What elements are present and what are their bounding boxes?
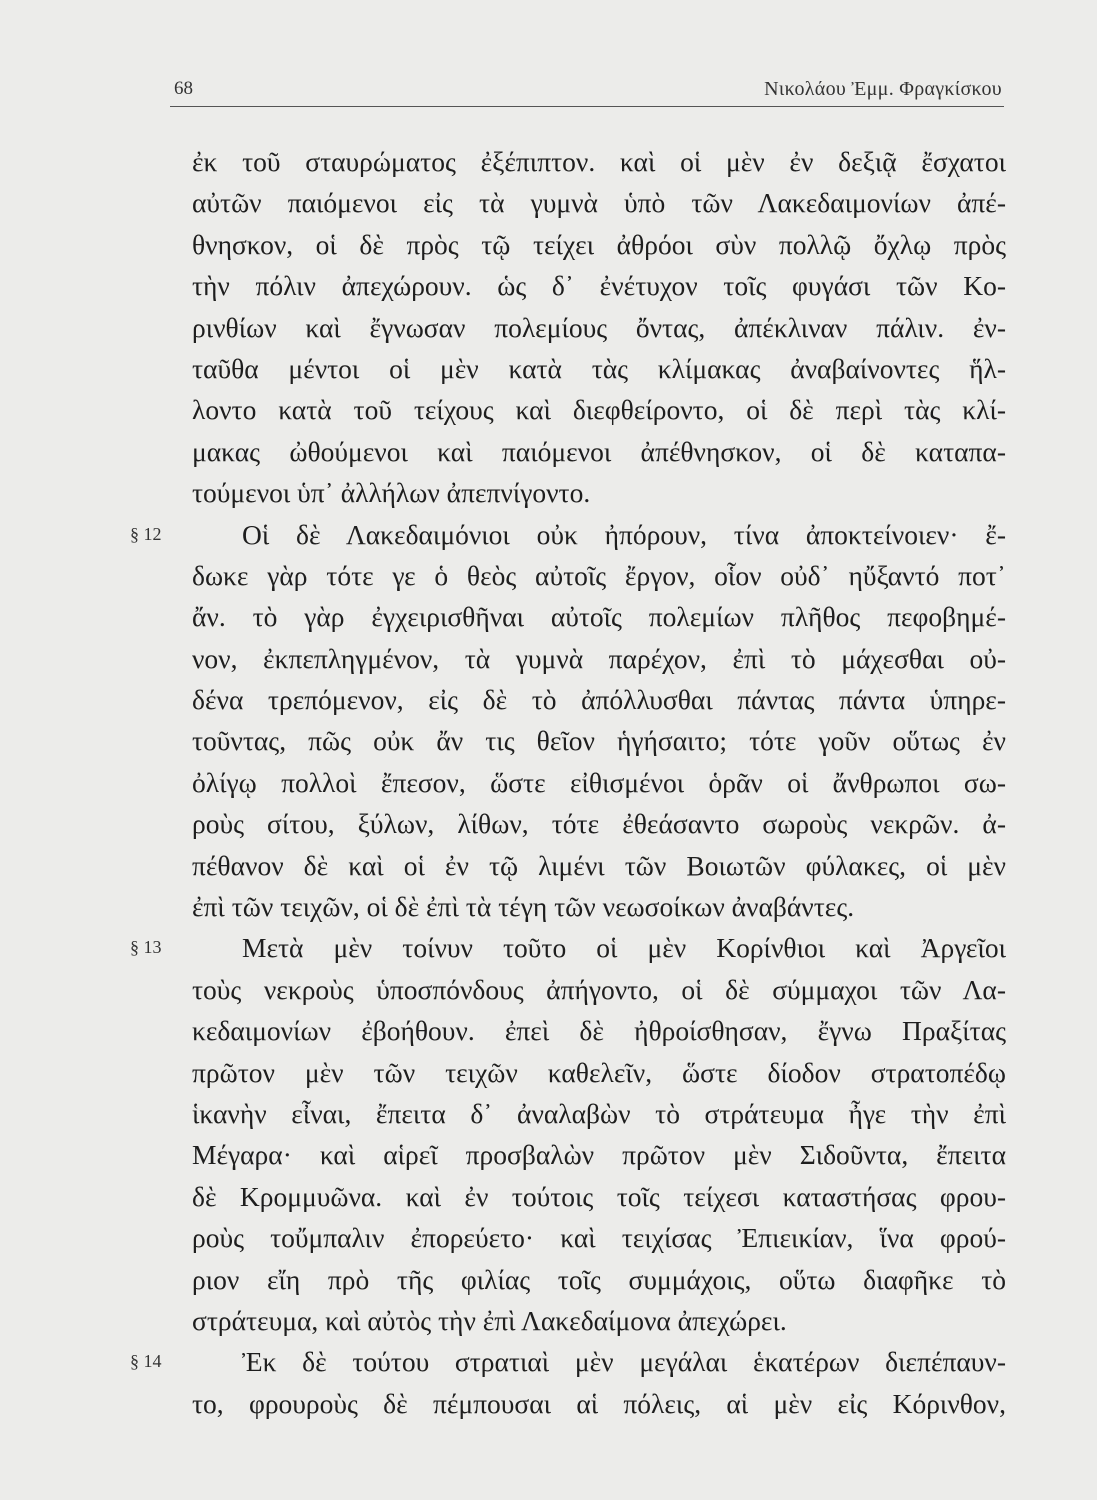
text-line: κεδαιμονίων ἐβοήθουν. ἐπεὶ δὲ ἠθροίσθησαν, ἔγνω Πραξίτας <box>192 1015 1006 1047</box>
page-header <box>170 70 1004 107</box>
page-number: 68 <box>174 78 193 99</box>
text-line: ροὺς τοὔμπαλιν ἐπορεύετο· καὶ τειχίσας Ἐπιεικίαν, ἵνα φρού- <box>192 1222 1006 1254</box>
paragraph <box>192 141 1006 514</box>
section-marker: § 12 <box>130 523 162 544</box>
text-line: ριον εἴη πρὸ τῆς φιλίας τοῖς συμμάχοις, οὕτω διαφῆκε τὸ <box>192 1263 1006 1295</box>
text-line: τούμενοι ὑπ᾽ ἀλλήλων ἀπεπνίγοντο. <box>192 477 591 509</box>
text-line: τοῦντας, πῶς οὐκ ἄν τις θεῖον ἡγήσαιτο; τότε γοῦν οὕτως ἐν <box>192 725 1006 757</box>
text-line: ἱκανὴν εἶναι, ἔπειτα δ᾽ ἀναλαβὼν τὸ στράτευμα ἦγε τὴν ἐπὶ <box>192 1097 1006 1129</box>
body-text <box>130 141 1006 1424</box>
text-line: λοντο κατὰ τοῦ τείχους καὶ διεφθείροντο, οἱ δὲ περὶ τὰς κλί- <box>192 394 1006 426</box>
text-line: ὀλίγῳ πολλοὶ ἔπεσον, ὥστε εἰθισμένοι ὁρᾶν οἱ ἄνθρωποι σω- <box>192 766 1006 798</box>
text-line: δωκε γὰρ τότε γε ὁ θεὸς αὐτοῖς ἔργον, οἷον οὐδ᾽ ηὔξαντό ποτ᾽ <box>192 559 1006 591</box>
text-line: Μετὰ μὲν τοίνυν τοῦτο οἱ μὲν Κορίνθιοι καὶ Ἀργεῖοι <box>242 932 1006 964</box>
text-line: τὴν πόλιν ἀπεχώρουν. ὡς δ᾽ ἐνέτυχον τοῖς φυγάσι τῶν Κο- <box>192 270 1006 302</box>
text-line: θνησκον, οἱ δὲ πρὸς τῷ τείχει ἀθρόοι σὺν πολλῷ ὄχλῳ πρὸς <box>192 228 1006 260</box>
text-line: ταῦθα μέντοι οἱ μὲν κατὰ τὰς κλίμακας ἀναβαίνοντες ἥλ- <box>192 352 1006 384</box>
paragraph <box>130 927 1006 1341</box>
section-marker: § 14 <box>130 1351 162 1372</box>
text-line: νον, ἐκπεπληγμένον, τὰ γυμνὰ παρέχον, ἐπὶ τὸ μάχεσθαι οὐ- <box>192 642 1006 674</box>
paragraph <box>130 514 1006 928</box>
text-line: τοὺς νεκροὺς ὑποσπόνδους ἀπήγοντο, οἱ δὲ σύμμαχοι τῶν Λα- <box>192 973 1006 1005</box>
text-line: πρῶτον μὲν τῶν τειχῶν καθελεῖν, ὥστε δίοδον στρατοπέδῳ <box>192 1056 1006 1088</box>
section-marker: § 13 <box>130 937 162 958</box>
text-line: ἐπὶ τῶν τειχῶν, οἱ δὲ ἐπὶ τὰ τέγη τῶν νεωσοίκων ἀναβάντες. <box>192 891 855 923</box>
text-line: Ἐκ δὲ τούτου στρατιαὶ μὲν μεγάλαι ἑκατέρων διεπέπαυν- <box>242 1346 1006 1378</box>
text-line: ἐκ τοῦ σταυρώματος ἐξέπιπτον. καὶ οἱ μὲν ἐν δεξιᾷ ἔσχατοι <box>192 146 1006 177</box>
text-line: ἄν. τὸ γὰρ ἐγχειρισθῆναι αὐτοῖς πολεμίων πλῆθος πεφοβημέ- <box>192 601 1006 633</box>
text-line: μακας ὠθούμενοι καὶ παιόμενοι ἀπέθνησκον, οἱ δὲ καταπα- <box>192 435 1006 467</box>
text-line: αὐτῶν παιόμενοι εἰς τὰ γυμνὰ ὑπὸ τῶν Λακεδαιμονίων ἀπέ- <box>192 187 1006 219</box>
text-line: Οἱ δὲ Λακεδαιμόνιοι οὐκ ἠπόρουν, τίνα ἀποκτείνοιεν· ἔ- <box>242 518 1006 550</box>
text-line: στράτευμα, καὶ αὐτὸς τὴν ἐπὶ Λακεδαίμονα ἀπεχώρει. <box>192 1304 787 1336</box>
paragraph <box>130 1341 1006 1424</box>
text-line: πέθανον δὲ καὶ οἱ ἐν τῷ λιμένι τῶν Βοιωτῶν φύλακες, οἱ μὲν <box>192 849 1006 881</box>
text-line: δένα τρεπόμενον, εἰς δὲ τὸ ἀπόλλυσθαι πάντας πάντα ὑπηρε- <box>192 684 1006 716</box>
text-line: το, φρουροὺς δὲ πέμπουσαι αἱ πόλεις, αἱ μὲν εἰς Κόρινθον, <box>192 1387 1006 1419</box>
text-line: Μέγαρα· καὶ αἱρεῖ προσβαλὼν πρῶτον μὲν Σιδοῦντα, ἔπειτα <box>192 1139 1006 1171</box>
text-line: ρινθίων καὶ ἔγνωσαν πολεμίους ὄντας, ἀπέκλιναν πάλιν. ἐν- <box>192 311 1006 343</box>
running-head: Νικολάου Ἐμμ. Φραγκίσκου <box>764 78 1002 100</box>
text-line: ροὺς σίτου, ξύλων, λίθων, τότε ἐθεάσαντο σωροὺς νεκρῶν. ἀ- <box>192 808 1006 840</box>
text-line: δὲ Κρομμυῶνα. καὶ ἐν τούτοις τοῖς τείχεσι καταστήσας φρου- <box>192 1180 1006 1212</box>
